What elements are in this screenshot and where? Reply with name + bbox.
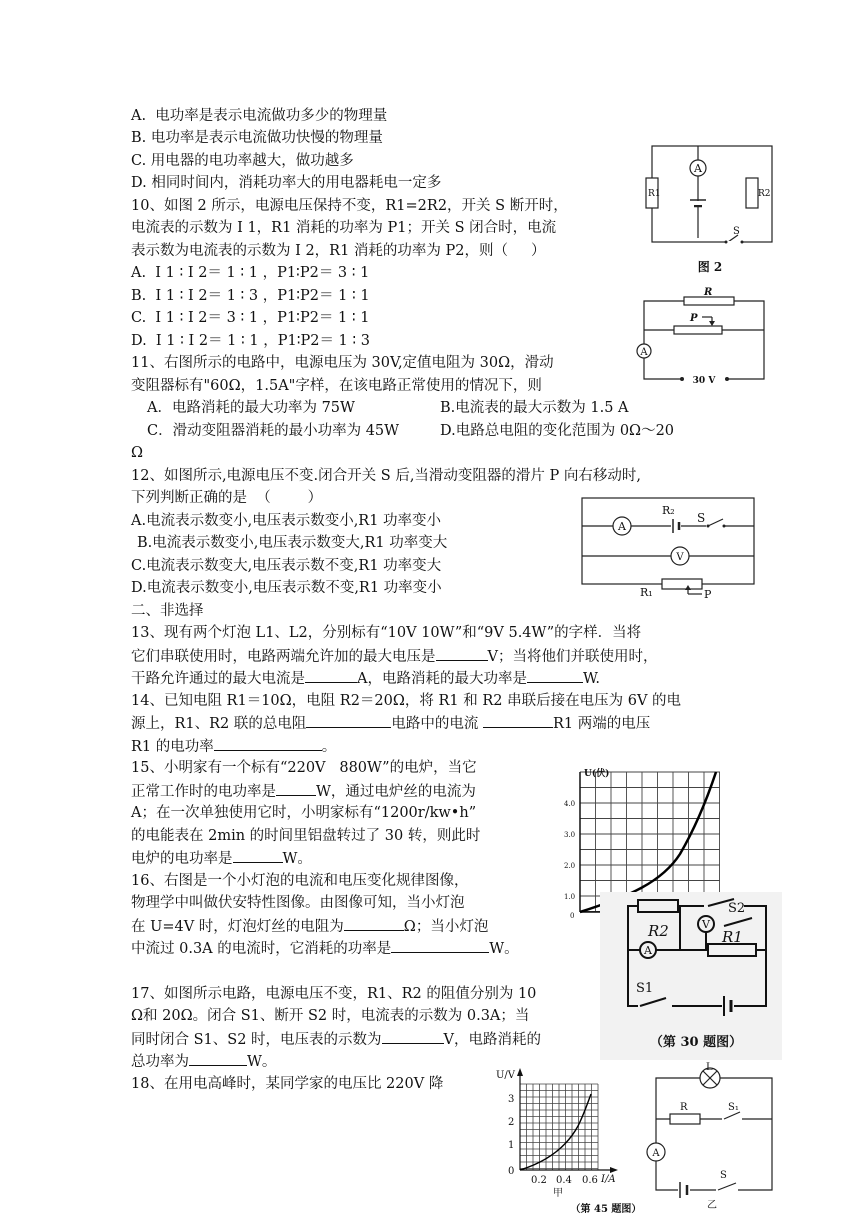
q15-text: W，通过电炉丝的电流为 <box>316 784 476 800</box>
fig16-ylabel: U(伏) <box>584 769 610 779</box>
q15-line4: 的电能表在 2min 的时间里铝盘转过了 30 转，则此时 <box>131 828 481 844</box>
fig17-caption: （第 30 题图） <box>649 1035 743 1050</box>
q13-text: 干路允许通过的最大电流是 <box>131 671 305 687</box>
q13-blank3[interactable] <box>527 668 583 683</box>
q18-line1: 18、在用电高峰时，某同学家的电压比 220V 降 <box>131 1076 444 1092</box>
q12-line2: 下列判断正确的是 （ ） <box>131 490 323 506</box>
q10-option-d: D. I 1 ∶ I 2＝ 1 ∶ 1 ，P1∶P2＝ 1 ∶ 3 <box>131 333 371 349</box>
q12-option-c: C.电流表示数变大,电压表示数不变,R1 功率变大 <box>131 558 442 574</box>
q13-text: W. <box>582 671 600 687</box>
fig12-switch-label: S <box>697 511 706 525</box>
q11-line1: 11、右图所示的电路中，电源电压为 30V,定值电阻为 30Ω，滑动 <box>131 355 554 371</box>
q10-option-a: A. I 1 ∶ I 2＝ 1 ∶ 1 ，P1∶P2＝ 3 ∶ 1 <box>131 265 370 281</box>
figure-2-circuit <box>640 138 780 283</box>
figure-q18-graph <box>496 1064 642 1216</box>
q11-option-a: A．电路消耗的最大功率为 75W <box>147 400 355 416</box>
fig16-ytick: 3.0 <box>564 831 576 839</box>
fig12-r1-label: R₁ <box>640 586 653 599</box>
fig16-xtick: 0 <box>570 912 575 920</box>
q14-line2 <box>131 713 650 734</box>
fig11-p-label: P <box>690 313 698 324</box>
q14-blank3[interactable] <box>214 736 322 751</box>
q10-line1: 10、如图 2 所示，电源电压保持不变，R1=2R2，开关 S 断开时， <box>131 198 568 214</box>
fig2-switch-label: S <box>733 226 740 237</box>
q17-blank2[interactable] <box>189 1051 247 1066</box>
q17-line1: 17、如图所示电路，电源电压不变，R1、R2 的阻值分别为 10 <box>131 986 537 1002</box>
q11-option-d-cont: Ω <box>131 445 144 461</box>
fig18-ytick: 3 <box>508 1094 515 1105</box>
q15-text: 正常工作时的电功率是 <box>131 784 276 800</box>
fig16-ytick: 2.0 <box>564 862 576 870</box>
fig18-ammeter-label: A <box>652 1148 660 1159</box>
q17-text: 总功率为 <box>131 1054 189 1070</box>
q17-blank1[interactable] <box>382 1029 444 1044</box>
q16-text: Ω；当小灯泡 <box>403 919 489 935</box>
fig18-s-label: S <box>720 1170 727 1181</box>
q14-text: 。 <box>321 739 337 755</box>
figure-q17-circuit <box>600 892 782 1060</box>
q17-line4 <box>131 1051 276 1072</box>
figure-q11-circuit <box>632 285 777 387</box>
q15-blank2[interactable] <box>233 848 283 863</box>
fig16-ytick: 4.0 <box>564 800 576 808</box>
q13-text: 它们串联使用时，电路两端允许加的最大电压是 <box>131 649 436 665</box>
q14-blank1[interactable] <box>306 713 391 728</box>
fig17-s1-label: S1 <box>636 981 654 996</box>
q9-option-d: D. 相同时间内，消耗功率大的用电器耗电一定多 <box>131 175 442 191</box>
q12-option-a: A.电流表示数变小,电压表示数变小,R1 功率变小 <box>131 513 442 529</box>
q14-blank2[interactable] <box>483 713 553 728</box>
q15-text: 电炉的电功率是 <box>131 851 233 867</box>
fig18-lamp-label: L <box>706 1062 713 1073</box>
fig17-ammeter-label: A <box>644 944 652 957</box>
q16-line2: 物理学中叫做伏安特性图像。由图像可知，当小灯泡 <box>131 895 465 911</box>
q15-line2 <box>131 781 476 802</box>
q13-text: V；当将他们并联使用时， <box>487 649 658 665</box>
fig18-r-label: R <box>680 1102 688 1113</box>
fig18-s1-label: S₁ <box>728 1102 739 1113</box>
figure-q18-circuit <box>640 1062 780 1216</box>
q14-text: R1 的电功率 <box>131 739 214 755</box>
q15-text: W。 <box>282 851 312 867</box>
q10-option-b: B. I 1 ∶ I 2＝ 1 ∶ 3 ，P1∶P2＝ 1 ∶ 1 <box>131 288 370 304</box>
q9-option-b: B. 电功率是表示电流做功快慢的物理量 <box>131 130 383 146</box>
fig18-xtick: 0.2 <box>531 1175 547 1186</box>
fig18-xtick: 0.4 <box>556 1175 572 1186</box>
q13-blank2[interactable] <box>305 668 357 683</box>
fig17-s2-label: S2 <box>728 901 746 916</box>
fig18-xtick: 0.6 <box>582 1175 598 1186</box>
q11-option-c: C．滑动变阻器消耗的最小功率为 45W <box>147 423 400 439</box>
fig18-sub-label: 甲 <box>553 1188 563 1199</box>
q14-text: 源上，R1、R2 联的总电阻 <box>131 716 307 732</box>
q10-line2: 电流表的示数为 I 1，R1 消耗的功率为 P1；开关 S 闭合时，电流 <box>131 220 557 236</box>
q15-line3: A；在一次单独使用它时，小明家标有“1200r/kw•h” <box>131 805 477 821</box>
fig12-p-label: P <box>704 588 712 601</box>
q12-option-d: D.电流表示数变小,电压表示数不变,R1 功率变小 <box>131 580 442 596</box>
fig18-ytick: 1 <box>508 1140 515 1151</box>
q15-line5 <box>131 848 312 869</box>
q16-line3 <box>131 916 488 937</box>
fig2-ammeter-label: A <box>694 162 702 175</box>
fig18-ytick: 2 <box>508 1117 515 1128</box>
q17-line2: Ω和 20Ω。闭合 S1、断开 S2 时，电流表的示数为 0.3A；当 <box>131 1008 530 1024</box>
figure-q12-circuit <box>578 494 758 612</box>
q13-blank1[interactable] <box>436 646 488 661</box>
fig12-r2-label: R₂ <box>662 504 675 517</box>
q9-option-c: C. 用电器的电功率越大，做功越多 <box>131 153 354 169</box>
q11-line2: 变阻器标有"60Ω，1.5A"字样，在该电路正常使用的情况下，则 <box>131 378 542 394</box>
fig17-r1-label: R1 <box>722 928 743 946</box>
fig16-ytick: 1.0 <box>564 893 576 901</box>
q13-line2 <box>131 646 657 667</box>
q13-line1: 13、现有两个灯泡 L1、L2，分别标有“10V 10W”和“9V 5.4W”的字样．当将 <box>131 625 642 641</box>
section-title: 二、非选择 <box>131 603 204 619</box>
fig18-sub-label: 乙 <box>707 1200 717 1211</box>
fig2-r1-label: R1 <box>648 189 661 199</box>
q16-text: 中流过 0.3A 的电流时，它消耗的功率是 <box>131 941 392 957</box>
fig2-r2-label: R2 <box>758 189 771 199</box>
q10-option-c: C. I 1 ∶ I 2＝ 3 ∶ 1 ，P1∶P2＝ 1 ∶ 1 <box>131 310 370 326</box>
q13-line3 <box>131 668 600 689</box>
q15-blank1[interactable] <box>276 781 316 796</box>
fig18-caption: （第 45 题图） <box>570 1204 642 1215</box>
q17-text: V，电路消耗的 <box>443 1032 542 1048</box>
q16-blank2[interactable] <box>391 938 489 953</box>
fig18-ytick: 0 <box>508 1166 515 1177</box>
q14-line3 <box>131 736 336 757</box>
q12-line1: 12、如图所示,电源电压不变.闭合开关 S 后,当滑动变阻器的滑片 P 向右移动时, <box>131 468 642 484</box>
q14-text: R1 两端的电压 <box>553 716 651 732</box>
q14-line1: 14、已知电阻 R1＝10Ω，电阻 R2＝20Ω，将 R1 和 R2 串联后接在电压为 6V 的电 <box>131 693 682 709</box>
q11-option-d: D.电路总电阻的变化范围为 0Ω～20 <box>440 423 675 439</box>
q16-text: 在 U=4V 时，灯泡灯丝的电阻为 <box>131 919 344 935</box>
fig17-voltmeter-label: V <box>702 918 710 931</box>
fig12-voltmeter-label: V <box>676 552 684 563</box>
q16-text: W。 <box>489 941 519 957</box>
q17-text: W。 <box>247 1054 277 1070</box>
fig18-ylabel: U/V <box>496 1070 516 1081</box>
q16-line1: 16、右图是一个小灯泡的电流和电压变化规律图像， <box>131 873 469 889</box>
q17-line3 <box>131 1029 541 1050</box>
fig11-voltage-label: 30 V <box>692 376 716 386</box>
fig2-caption: 图 2 <box>697 260 723 274</box>
q17-text: 同时闭合 S1、S2 时，电压表的示数为 <box>131 1032 382 1048</box>
q15-line1: 15、小明家有一个标有“220V 880W”的电炉，当它 <box>131 760 477 776</box>
q14-text: 电路中的电流 <box>391 716 484 732</box>
q16-line4 <box>131 938 519 959</box>
q10-line3: 表示数为电流表的示数为 I 2，R1 消耗的功率为 P2，则（ ） <box>131 243 546 259</box>
q11-option-b: B.电流表的最大示数为 1.5 A <box>440 400 629 416</box>
fig17-r2-label: R2 <box>648 922 669 940</box>
q9-option-a: A. 电功率是表示电流做功多少的物理量 <box>131 108 388 124</box>
q16-blank1[interactable] <box>344 916 404 931</box>
q13-text: A，电路消耗的最大功率是 <box>357 671 527 687</box>
fig12-ammeter-label: A <box>618 520 626 533</box>
fig11-ammeter-label: A <box>640 347 648 358</box>
q12-option-b: B.电流表示数变小,电压表示数变大,R1 功率变大 <box>137 535 448 551</box>
fig11-r-label: R <box>704 287 713 298</box>
fig18-xlabel: I/A <box>601 1174 616 1185</box>
